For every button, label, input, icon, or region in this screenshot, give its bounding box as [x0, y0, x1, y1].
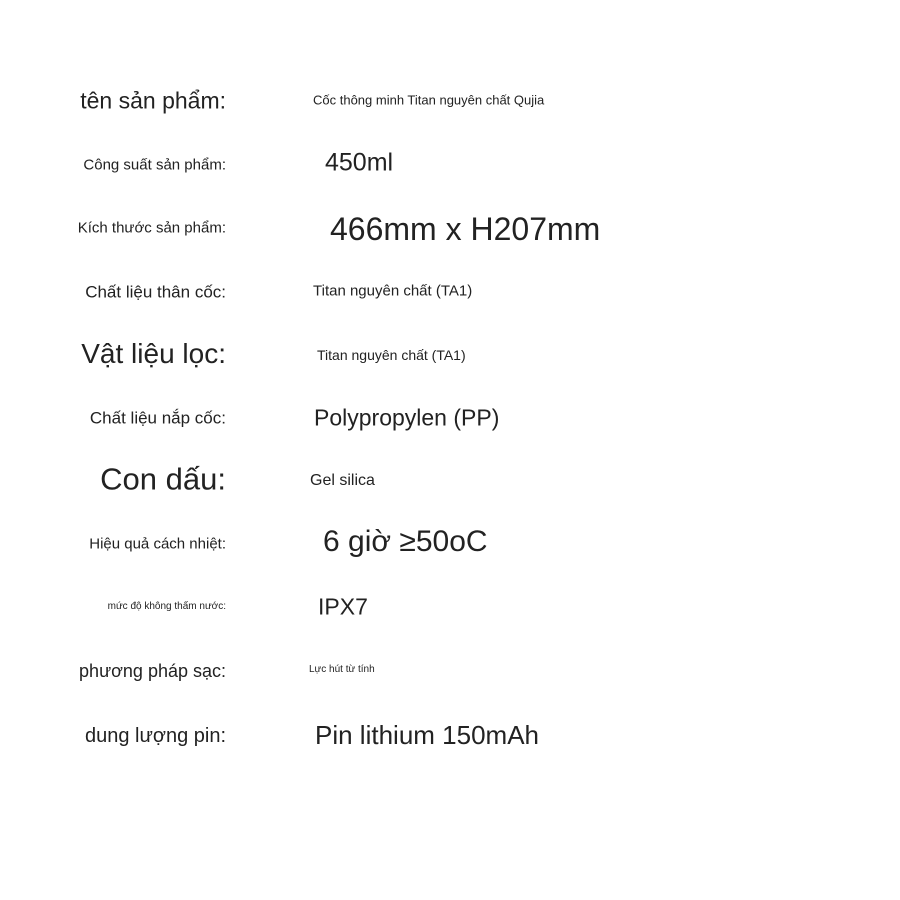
spec-label: Chất liệu thân cốc: [85, 282, 226, 302]
spec-value: 6 giờ ≥50oC [323, 525, 488, 558]
spec-value: 450ml [325, 148, 394, 177]
spec-label: mức độ không thấm nước: [107, 601, 226, 612]
spec-label: Kích thước sản phẩm: [77, 219, 226, 237]
spec-value: 466mm x H207mm [330, 211, 601, 247]
spec-value: Cốc thông minh Titan nguyên chất Qujia [313, 92, 545, 108]
spec-label: Vật liệu lọc: [81, 338, 226, 369]
spec-label: tên sản phẩm: [80, 87, 226, 114]
spec-value: IPX7 [318, 593, 368, 620]
spec-value: Titan nguyên chất (TA1) [313, 282, 473, 300]
spec-label: phương pháp sạc: [79, 661, 226, 681]
spec-value: Polypropylen (PP) [314, 404, 500, 431]
spec-label: dung lượng pin: [84, 725, 226, 747]
spec-value: Lực hút từ tính [309, 664, 375, 675]
spec-label: Chất liệu nắp cốc: [89, 408, 226, 428]
spec-label: Công suất sản phẩm: [83, 156, 226, 174]
spec-label: Hiệu quả cách nhiệt: [89, 535, 226, 553]
spec-label: Con dấu: [100, 461, 226, 497]
spec-value: Gel silica [310, 472, 375, 489]
spec-value: Titan nguyên chất (TA1) [317, 347, 466, 363]
spec-value: Pin lithium 150mAh [315, 720, 539, 750]
